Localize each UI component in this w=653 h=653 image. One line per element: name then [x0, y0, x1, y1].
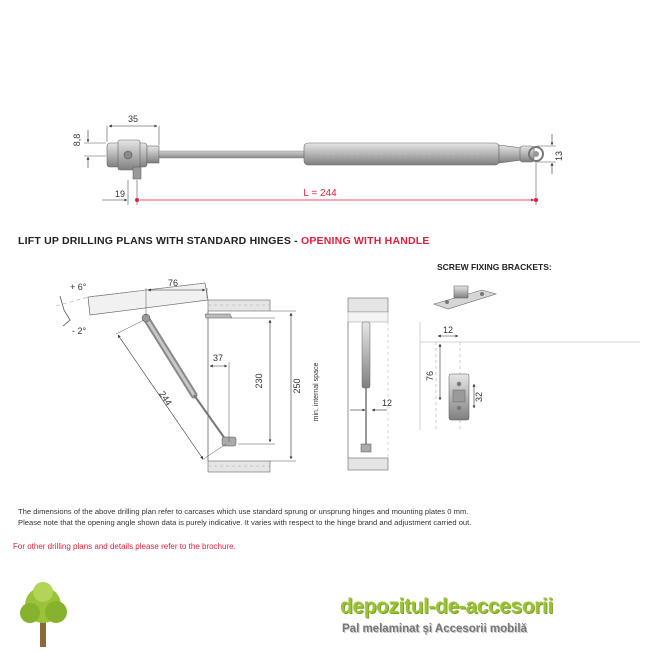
dim-8-8: 8,8 — [72, 133, 82, 147]
cabinet-top-panel — [208, 300, 270, 311]
logo-tagline: Pal melaminat și Accesorii mobilă — [342, 623, 527, 635]
dim-250: 250 — [292, 378, 302, 394]
bracket-dim-76: 76 — [425, 370, 435, 382]
heading-accent: OPENING WITH HANDLE — [300, 235, 430, 247]
bracket-dim-12: 12 — [442, 325, 454, 335]
dim-230: 230 — [254, 373, 264, 389]
internal-space-label: min. internal space — [313, 362, 320, 422]
dim-76: 76 — [167, 278, 179, 288]
cabinet-bottom-panel — [208, 461, 270, 472]
angle-up-label: + 6° — [70, 282, 87, 292]
piston-right-eyelet — [520, 146, 543, 162]
piston-rod — [159, 151, 305, 158]
dim-front-12: 12 — [382, 398, 393, 408]
dim-length: L = 244 — [303, 188, 337, 199]
brackets-title: SCREW FIXING BRACKETS: — [437, 262, 552, 272]
logo-name: depozitul-de-accesorii — [340, 595, 553, 618]
dim-35: 35 — [127, 114, 139, 124]
front-view — [348, 298, 388, 470]
dim-13: 13 — [554, 150, 564, 162]
logo-tree-icon — [20, 582, 67, 647]
piston-left-fitting — [107, 140, 159, 179]
note-line-2: Please note that the opening angle shown data is purely indicative. It varies with respect to the hinge brand and adjustment carried out. — [18, 518, 472, 527]
dim-19: 19 — [114, 189, 126, 199]
drilling-note — [18, 506, 638, 528]
note-line-1: The dimensions of the above drilling plan refer to carcases which use standard sprung or unsprung hinges and mounting plates 0 mm. — [18, 507, 469, 516]
angle-down-label: - 2° — [72, 326, 87, 336]
drilling-plans-heading — [18, 235, 430, 247]
heading-main: LIFT UP DRILLING PLANS WITH STANDARD HINGES - — [18, 235, 301, 247]
piston-cylinder — [304, 143, 522, 165]
bracket-3d — [434, 286, 496, 309]
dim-244: 244 — [157, 389, 174, 408]
bracket-plan — [420, 322, 640, 430]
dim-37: 37 — [212, 353, 224, 363]
bracket-dim-32: 32 — [474, 391, 484, 403]
piston-diagonal — [142, 314, 236, 446]
brochure-note: For other drilling plans and details please refer to the brochure. — [13, 542, 236, 551]
